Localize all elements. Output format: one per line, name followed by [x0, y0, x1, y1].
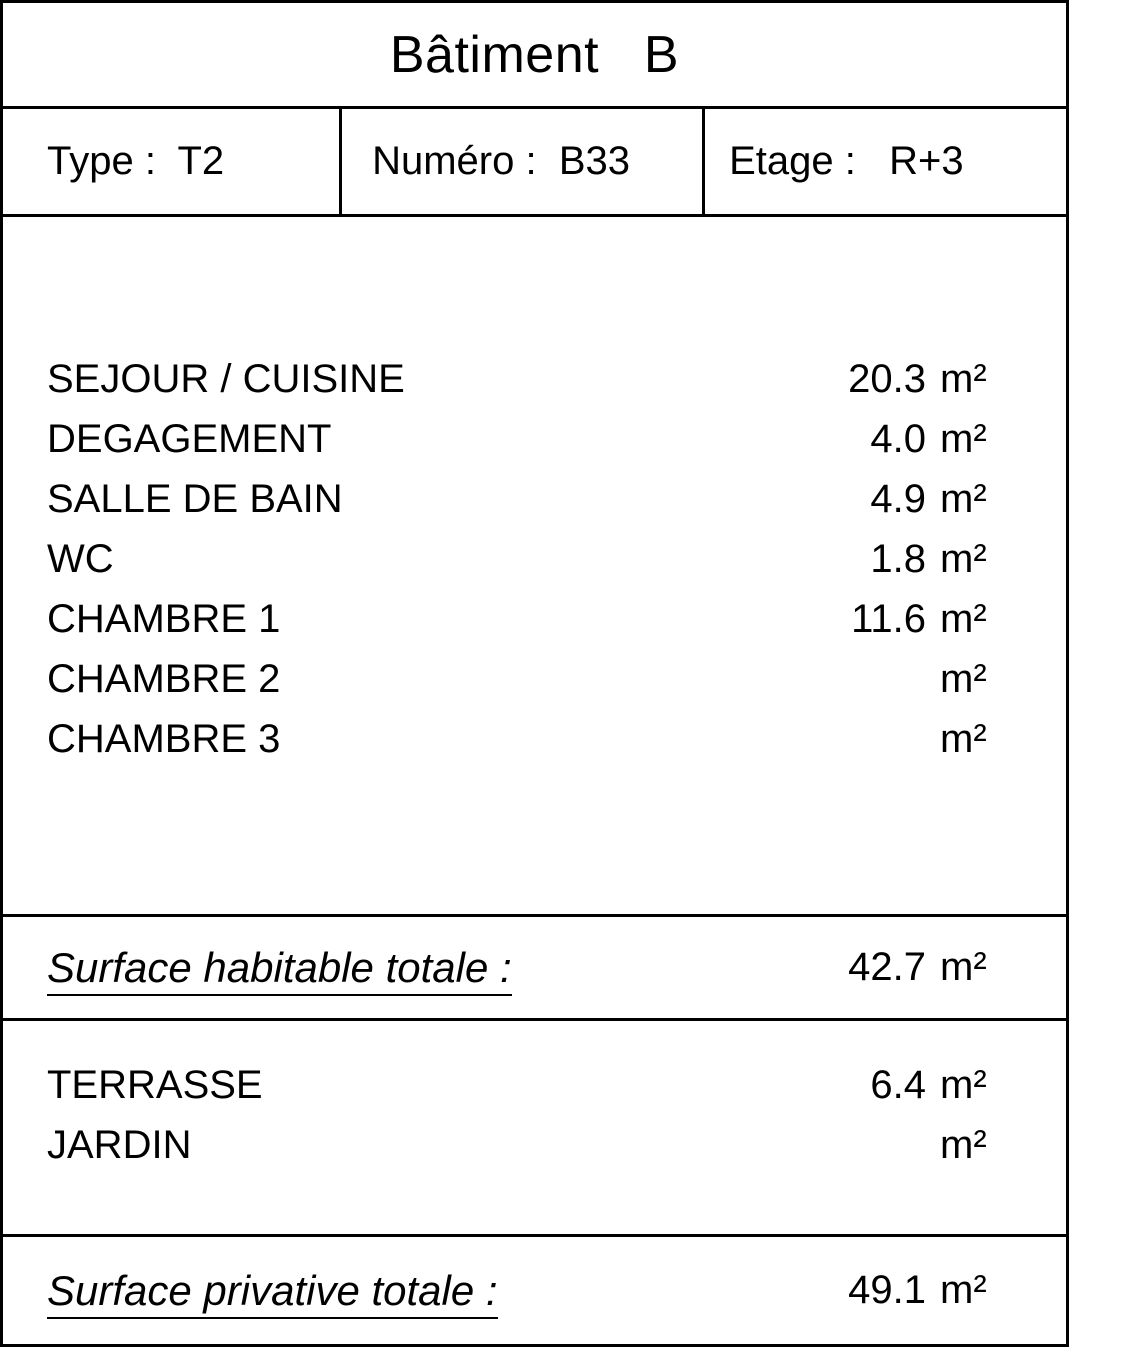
room-name: DEGAGEMENT	[47, 417, 332, 461]
room-row	[3, 717, 1066, 777]
privative-total-label-text: Surface privative totale :	[47, 1267, 498, 1319]
habitable-total-unit: m²	[940, 945, 987, 989]
room-row	[3, 537, 1066, 597]
room-unit: m²	[940, 597, 987, 641]
room-unit: m²	[940, 657, 987, 701]
room-name: CHAMBRE 1	[47, 597, 281, 641]
annex-list	[3, 1021, 1066, 1237]
room-name: CHAMBRE 2	[47, 657, 281, 701]
privative-total-value: 49.1	[848, 1268, 926, 1312]
privative-total-label	[47, 1267, 790, 1315]
page-title: Bâtiment B	[389, 25, 680, 84]
room-unit: m²	[940, 357, 987, 401]
habitable-total-label	[47, 944, 790, 992]
room-row	[3, 417, 1066, 477]
annex-unit: m²	[940, 1063, 987, 1107]
annex-name: TERRASSE	[47, 1063, 263, 1107]
room-name: SALLE DE BAIN	[47, 477, 343, 521]
room-row	[3, 477, 1066, 537]
habitable-total-value: 42.7	[848, 945, 926, 989]
room-area: 11.6	[851, 597, 926, 641]
annex-name: JARDIN	[47, 1123, 192, 1167]
room-name: WC	[47, 537, 114, 581]
privative-total-row	[3, 1237, 1066, 1347]
room-unit: m²	[940, 717, 987, 761]
privative-total-unit: m²	[940, 1268, 987, 1312]
room-row	[3, 357, 1066, 417]
room-unit: m²	[940, 537, 987, 581]
habitable-total-row	[3, 917, 1066, 1021]
room-unit: m²	[940, 477, 987, 521]
room-unit: m²	[940, 417, 987, 461]
annex-area: 6.4	[870, 1063, 926, 1107]
room-area: 1.8	[870, 537, 926, 581]
room-name: CHAMBRE 3	[47, 717, 281, 761]
room-row	[3, 597, 1066, 657]
info-numero: Numéro : B33	[342, 109, 705, 214]
annex-row	[3, 1063, 1066, 1123]
rooms-list	[3, 217, 1066, 917]
room-name: SEJOUR / CUISINE	[47, 357, 405, 401]
room-area: 4.0	[870, 417, 926, 461]
room-row	[3, 657, 1066, 717]
info-row	[3, 109, 1066, 217]
room-area: 20.3	[848, 357, 926, 401]
info-type: Type : T2	[3, 109, 342, 214]
info-etage: Etage : R+3	[729, 139, 964, 183]
room-area: 4.9	[870, 477, 926, 521]
annex-row	[3, 1123, 1066, 1183]
annex-unit: m²	[940, 1123, 987, 1167]
habitable-total-label-text: Surface habitable totale :	[47, 944, 512, 996]
title-row	[3, 3, 1066, 109]
